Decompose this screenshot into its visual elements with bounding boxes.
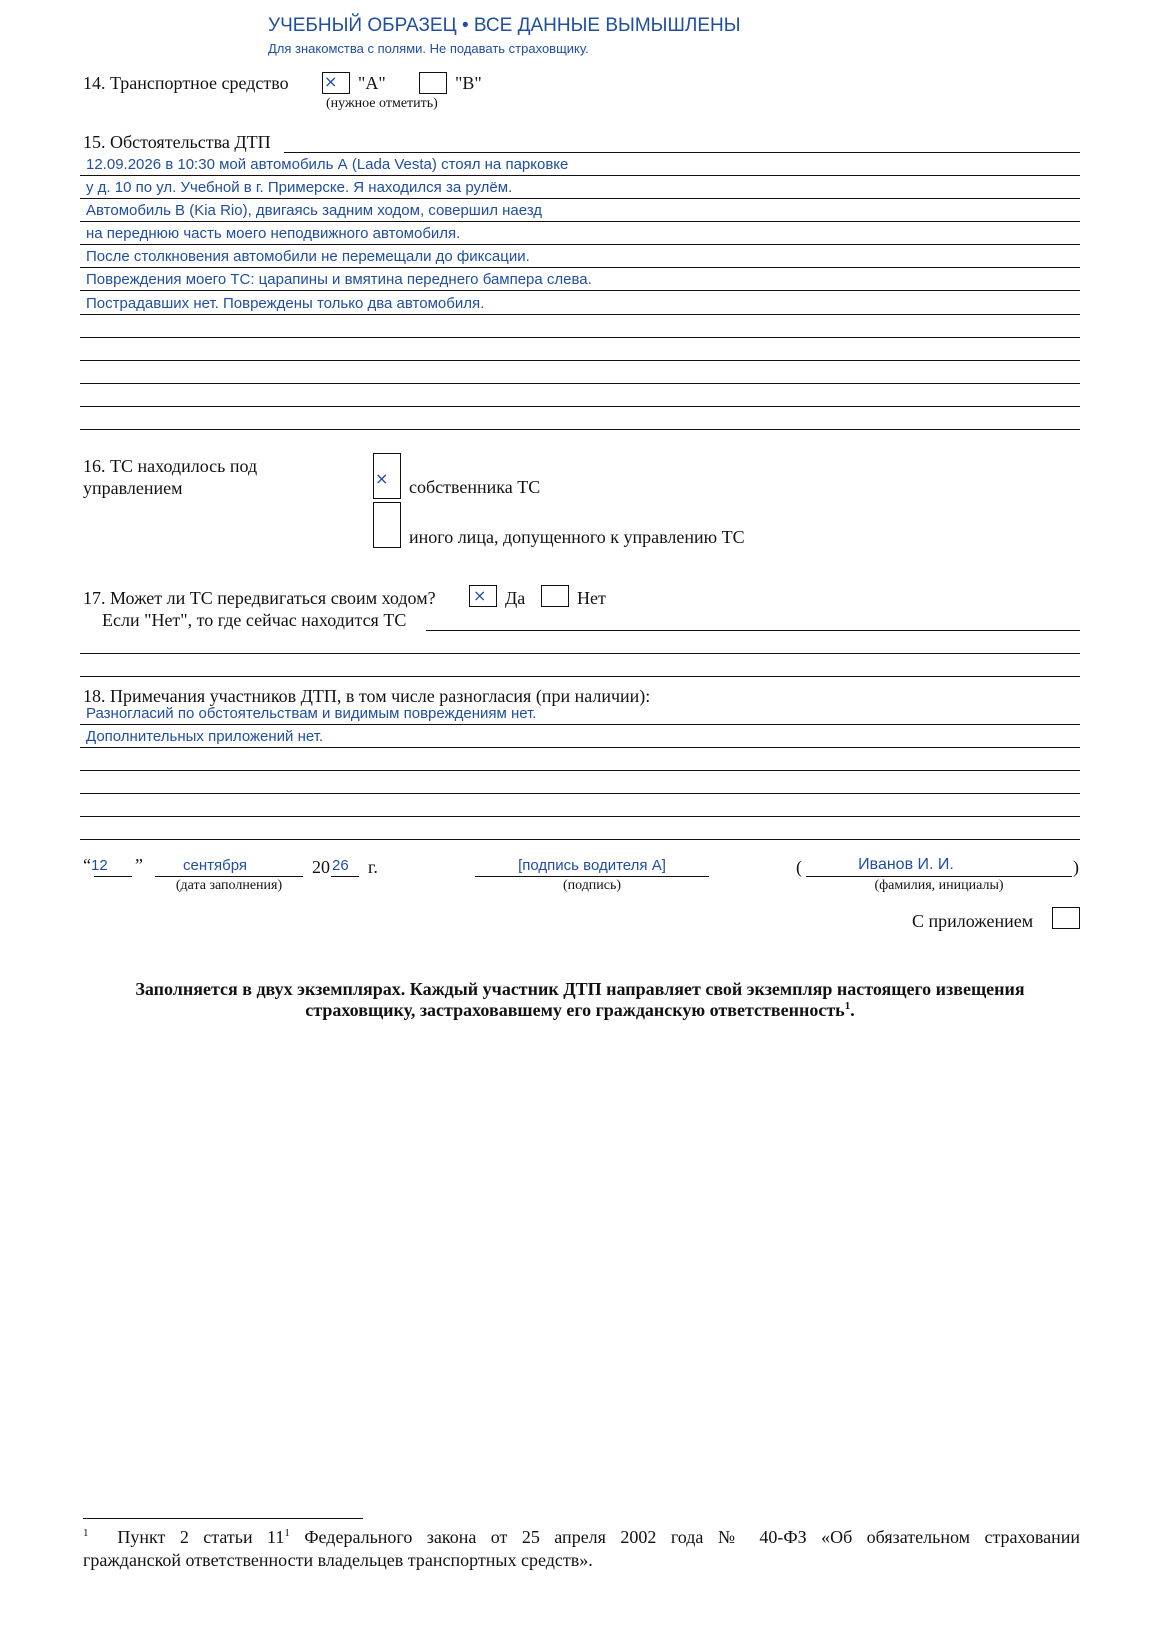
- vehicle-hint: (нужное отметить): [326, 96, 438, 111]
- driver-other-checkbox[interactable]: [373, 502, 401, 548]
- name-caption: (фамилия, инициалы): [874, 878, 1004, 893]
- date-year-line: [331, 876, 359, 877]
- banner-title: УЧЕБНЫЙ ОБРАЗЕЦ • ВСЕ ДАННЫЕ ВЫМЫШЛЕНЫ: [268, 15, 741, 36]
- vehicle-location-line[interactable]: [426, 630, 1080, 631]
- circumstances-line-5[interactable]: После столкновения автомобили не перемещали до фиксации.: [86, 248, 530, 265]
- ruled-line: [80, 267, 1080, 268]
- ruled-line: [80, 653, 1080, 654]
- mobility-yes-label: Да: [505, 588, 526, 608]
- footnote-separator: [83, 1518, 363, 1519]
- ruled-line: [80, 221, 1080, 222]
- ruled-line: [80, 724, 1080, 725]
- ruled-line: [80, 383, 1080, 384]
- ruled-line: [80, 290, 1080, 291]
- mobility-question: 17. Может ли ТС передвигаться своим ходом?: [83, 588, 436, 608]
- vehicle-label: 14. Транспортное средство: [83, 73, 289, 93]
- ruled-line: [80, 360, 1080, 361]
- notes-label: 18. Примечания участников ДТП, в том числе разногласия (при наличии):: [83, 686, 651, 706]
- notice-line2-text: страховщику, застраховавшему его гражданскую ответственность: [305, 1000, 845, 1020]
- ruled-line: [80, 244, 1080, 245]
- driver-owner-label: собственника ТС: [409, 477, 541, 497]
- name-line: [806, 876, 1072, 877]
- notice-line2: [60, 999, 1100, 1021]
- signature-value[interactable]: [подпись водителя А]: [518, 857, 666, 874]
- ruled-line: [80, 747, 1080, 748]
- check-mark-icon: ×: [473, 586, 487, 605]
- circumstances-label-line: [284, 152, 1080, 153]
- date-close-quote: ”: [135, 855, 143, 875]
- vehicle-b-label: "В": [455, 73, 482, 93]
- date-day-value[interactable]: 12: [91, 857, 108, 874]
- vehicle-a-label: "А": [358, 73, 386, 93]
- date-year-prefix: 20: [312, 857, 330, 877]
- date-open-quote: “: [83, 855, 91, 875]
- vehicle-a-checkbox[interactable]: [322, 72, 350, 94]
- circumstances-line-4[interactable]: на переднюю часть моего неподвижного автомобиля.: [86, 225, 461, 242]
- date-year-g: г.: [368, 857, 378, 877]
- vehicle-b-checkbox[interactable]: [419, 72, 447, 94]
- notice-line1: Заполняется в двух экземплярах. Каждый участник ДТП направляет свой экземпляр настоящего извещения: [135, 979, 1025, 999]
- date-day-line: [94, 876, 132, 877]
- check-mark-icon: ×: [375, 469, 389, 488]
- notice-footnote-marker: 1: [844, 1000, 851, 1012]
- footnote-text-b: Федерального закона от 25 апреля 2002 года № 40-ФЗ «Об обязательном страховании: [304, 1527, 1081, 1547]
- footnote-line2: гражданской ответственности владельцев транспортных средств».: [83, 1550, 593, 1570]
- notice-line2-end: .: [850, 1000, 855, 1020]
- date-month-value[interactable]: сентября: [182, 857, 247, 874]
- ruled-line: [80, 793, 1080, 794]
- circumstances-label: 15. Обстоятельства ДТП: [83, 132, 271, 152]
- footnote-sup: 1: [284, 1527, 290, 1539]
- notes-line-2[interactable]: Дополнительных приложений нет.: [86, 728, 324, 745]
- footnote-line1: [83, 1526, 1080, 1548]
- ruled-line: [80, 429, 1080, 430]
- check-mark-icon: ×: [324, 72, 338, 91]
- driver-label-line2: управлением: [83, 478, 183, 498]
- ruled-line: [80, 198, 1080, 199]
- date-year-value[interactable]: 26: [332, 857, 349, 874]
- ruled-line: [80, 406, 1080, 407]
- vehicle-location-label: Если "Нет", то где сейчас находится ТС: [102, 610, 407, 630]
- ruled-line: [80, 770, 1080, 771]
- attachment-label: С приложением: [912, 911, 1034, 931]
- driver-owner-checkbox[interactable]: [373, 453, 401, 499]
- name-paren-open: (: [796, 857, 802, 877]
- footnote-marker: 1: [83, 1527, 89, 1539]
- attachment-checkbox[interactable]: [1052, 907, 1080, 929]
- signature-line: [475, 876, 709, 877]
- ruled-line: [80, 816, 1080, 817]
- footnote-text-a: Пункт 2 статьи 11: [117, 1527, 285, 1547]
- circumstances-line-2[interactable]: у д. 10 по ул. Учебной в г. Примерске. Я находился за рулём.: [86, 179, 513, 196]
- mobility-no-label: Нет: [577, 588, 606, 608]
- notes-line-1[interactable]: Разногласий по обстоятельствам и видимым повреждениям нет.: [86, 705, 537, 722]
- ruled-line: [80, 337, 1080, 338]
- ruled-line: [80, 314, 1080, 315]
- ruled-line: [80, 676, 1080, 677]
- circumstances-line-6[interactable]: Повреждения моего ТС: царапины и вмятина переднего бампера слева.: [86, 271, 592, 288]
- circumstances-line-1[interactable]: 12.09.2026 в 10:30 мой автомобиль А (Lada Vesta) стоял на парковке: [86, 156, 569, 173]
- date-month-line: [155, 876, 303, 877]
- circumstances-line-7[interactable]: Пострадавших нет. Повреждены только два автомобиля.: [86, 295, 485, 312]
- driver-other-label: иного лица, допущенного к управлению ТС: [409, 527, 745, 547]
- name-paren-close: ): [1073, 857, 1079, 877]
- name-value[interactable]: Иванов И. И.: [858, 856, 954, 873]
- signature-caption: (подпись): [562, 878, 622, 893]
- ruled-line: [80, 175, 1080, 176]
- ruled-line: [80, 839, 1080, 840]
- driver-label-line1: 16. ТС находилось под: [83, 456, 258, 476]
- mobility-no-checkbox[interactable]: [541, 585, 569, 607]
- banner-subtitle: Для знакомства с полями. Не подавать страховщику.: [268, 41, 589, 56]
- mobility-yes-checkbox[interactable]: [469, 585, 497, 607]
- date-caption: (дата заполнения): [175, 878, 283, 893]
- circumstances-line-3[interactable]: Автомобиль В (Kia Rio), двигаясь задним ходом, совершил наезд: [86, 202, 543, 219]
